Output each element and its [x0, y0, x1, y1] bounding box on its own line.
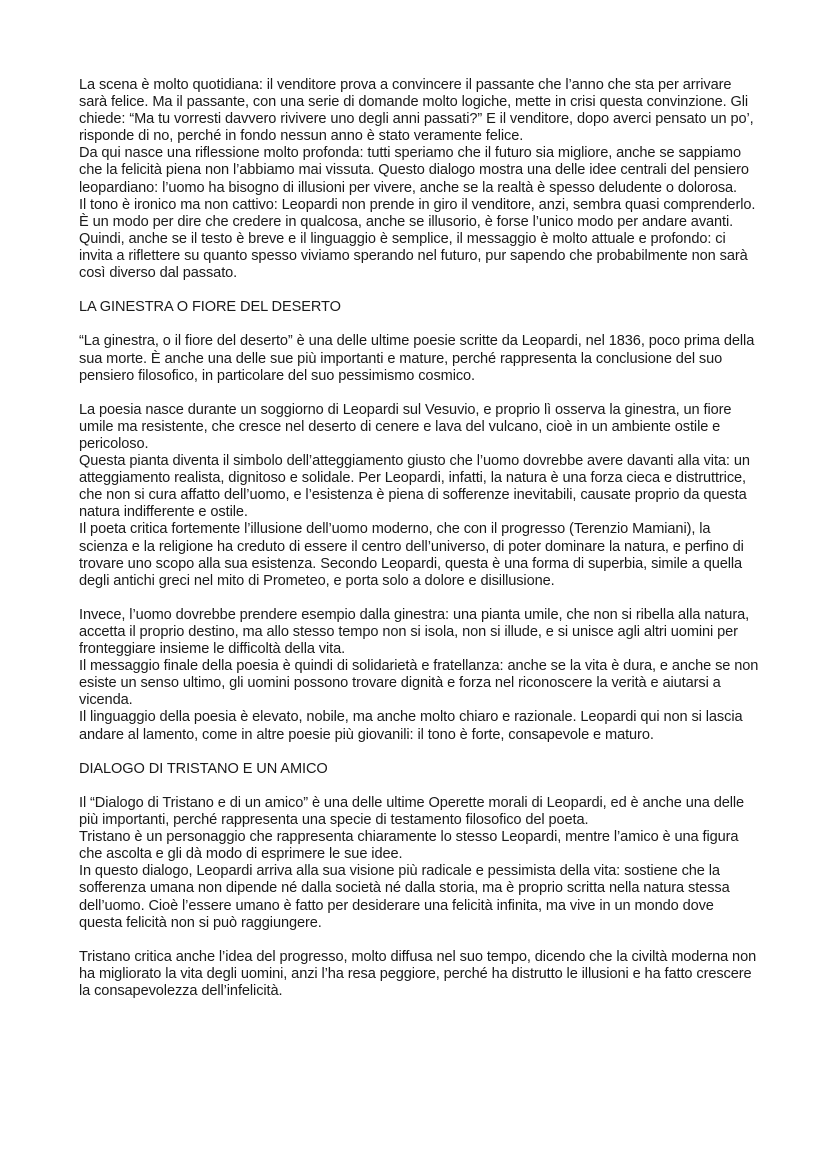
spacer: [79, 282, 759, 299]
spacer: [79, 316, 759, 333]
spacer: [79, 385, 759, 402]
paragraph: Invece, l’uomo dovrebbe prendere esempio dalla ginestra: una pianta umile, che non si ribella alla natura, accetta il proprio destino, ma allo stesso tempo non si isola, non si illude, e si unisce agli altri uomini per fronteggiare insieme le difficoltà della vita.: [79, 606, 750, 658]
paragraph: La scena è molto quotidiana: il venditore prova a convincere il passante che l’anno che sta per arrivare sarà felice. Ma il passante, con una serie di domande molto logiche, mette in crisi questa convinzione. Gli chiede: “Ma tu vorresti davvero rivivere uno degli anni passati?” E il venditore, dopo averci pensato un po’, risponde di no, perché in fondo nessun anno è stato veramente felice.: [79, 77, 754, 145]
spacer: [79, 778, 759, 795]
spacer: [79, 744, 759, 761]
paragraph: In questo dialogo, Leopardi arriva alla sua visione più radicale e pessimista della vita: sostiene che la sofferenza umana non dipende né dalla società né dalla storia, ma è proprio scritta nella natura stessa dell’uomo. Cioè l’essere umano è fatto per desiderare una felicità infinita, ma vive in un mondo dove questa felicità non si può raggiungere.: [79, 863, 730, 931]
paragraph: Tristano è un personaggio che rappresenta chiaramente lo stesso Leopardi, mentre l’amico è una figura che ascolta e gli dà modo di esprimere le sue idee.: [79, 829, 739, 863]
paragraph: Il tono è ironico ma non cattivo: Leopardi non prende in giro il venditore, anzi, sembra quasi comprenderlo. È un modo per dire che credere in qualcosa, anche se illusorio, è forse l’unico modo per andare avanti.: [79, 196, 756, 230]
paragraph: Il “Dialogo di Tristano e di un amico” è una delle ultime Operette morali di Leopardi, ed è anche una delle più importanti, perché rappresenta una specie di testamento filosofico del poeta.: [79, 794, 745, 829]
paragraph: Tristano critica anche l’idea del progresso, molto diffusa nel suo tempo, dicendo che la civiltà moderna non ha migliorato la vita degli uomini, anzi l’ha resa peggiore, perché ha distrutto le illusioni e ha fatto crescere la consapevolezza dell’infelicità.: [79, 948, 757, 999]
paragraph: Il linguaggio della poesia è elevato, nobile, ma anche molto chiaro e razionale. Leopardi qui non si lascia andare al lamento, come in altre poesie più giovanili: il tono è forte, consapevole e maturo.: [79, 709, 743, 743]
paragraph: “La ginestra, o il fiore del deserto” è una delle ultime poesie scritte da Leopardi, nel 1836, poco prima della sua morte. È anche una delle sue più importanti e mature, perché rappresenta la conclusione del suo pensiero filosofico, in particolare del suo pessimismo cosmico.: [79, 333, 755, 384]
spacer: [79, 590, 759, 607]
spacer: [79, 932, 759, 949]
section-heading-tristano: DIALOGO DI TRISTANO E UN AMICO: [79, 760, 328, 777]
section-heading-ginestra: LA GINESTRA O FIORE DEL DESERTO: [79, 299, 341, 316]
paragraph: Il messaggio finale della poesia è quindi di solidarietà e fratellanza: anche se la vita è dura, e anche se non esiste un senso ultimo, gli uomini possono trovare dignità e forza nel riconoscere la verità e aiutarsi a vicenda.: [79, 658, 759, 709]
paragraph: Da qui nasce una riflessione molto profonda: tutti speriamo che il futuro sia migliore, anche se sappiamo che la felicità piena non l’abbiamo mai vissuta. Questo dialogo mostra una delle idee centrali del pensiero leopardiano: l’uomo ha bisogno di illusioni per vivere, anche se la realtà è spesso deludente o dolorosa.: [79, 145, 749, 196]
paragraph: Quindi, anche se il testo è breve e il linguaggio è semplice, il messaggio è molto attuale e profondo: ci invita a riflettere su quanto spesso viviamo sperando nel futuro, pur sapendo che probabilmente non sarà così diverso dal passato.: [79, 230, 748, 282]
paragraph: La poesia nasce durante un soggiorno di Leopardi sul Vesuvio, e proprio lì osserva la ginestra, un fiore umile ma resistente, che cresce nel deserto di cenere e lava del vulcano, cioè in un ambiente ostile e pericoloso.: [79, 401, 732, 452]
paragraph: Questa pianta diventa il simbolo dell’atteggiamento giusto che l’uomo dovrebbe avere davanti alla vita: un atteggiamento realista, dignitoso e solidale. Per Leopardi, infatti, la natura è una forza cieca e distruttrice, che non si cura affatto dell’uomo, e l’esistenza è piena di sofferenze inevitabili, causate proprio da questa natura indifferente e ostile.: [79, 453, 750, 521]
paragraph: Il poeta critica fortemente l’illusione dell’uomo moderno, che con il progresso (Terenzio Mamiani), la scienza e la religione ha creduto di essere il centro dell’universo, di poter dominare la natura, e perfino di trovare uno scopo alla sua esistenza. Secondo Leopardi, questa è una forma di superbia, simile a quella degli antichi greci nel mito di Prometeo, e porta solo a dolore e disillusione.: [79, 521, 744, 589]
document-page: [79, 77, 759, 1000]
